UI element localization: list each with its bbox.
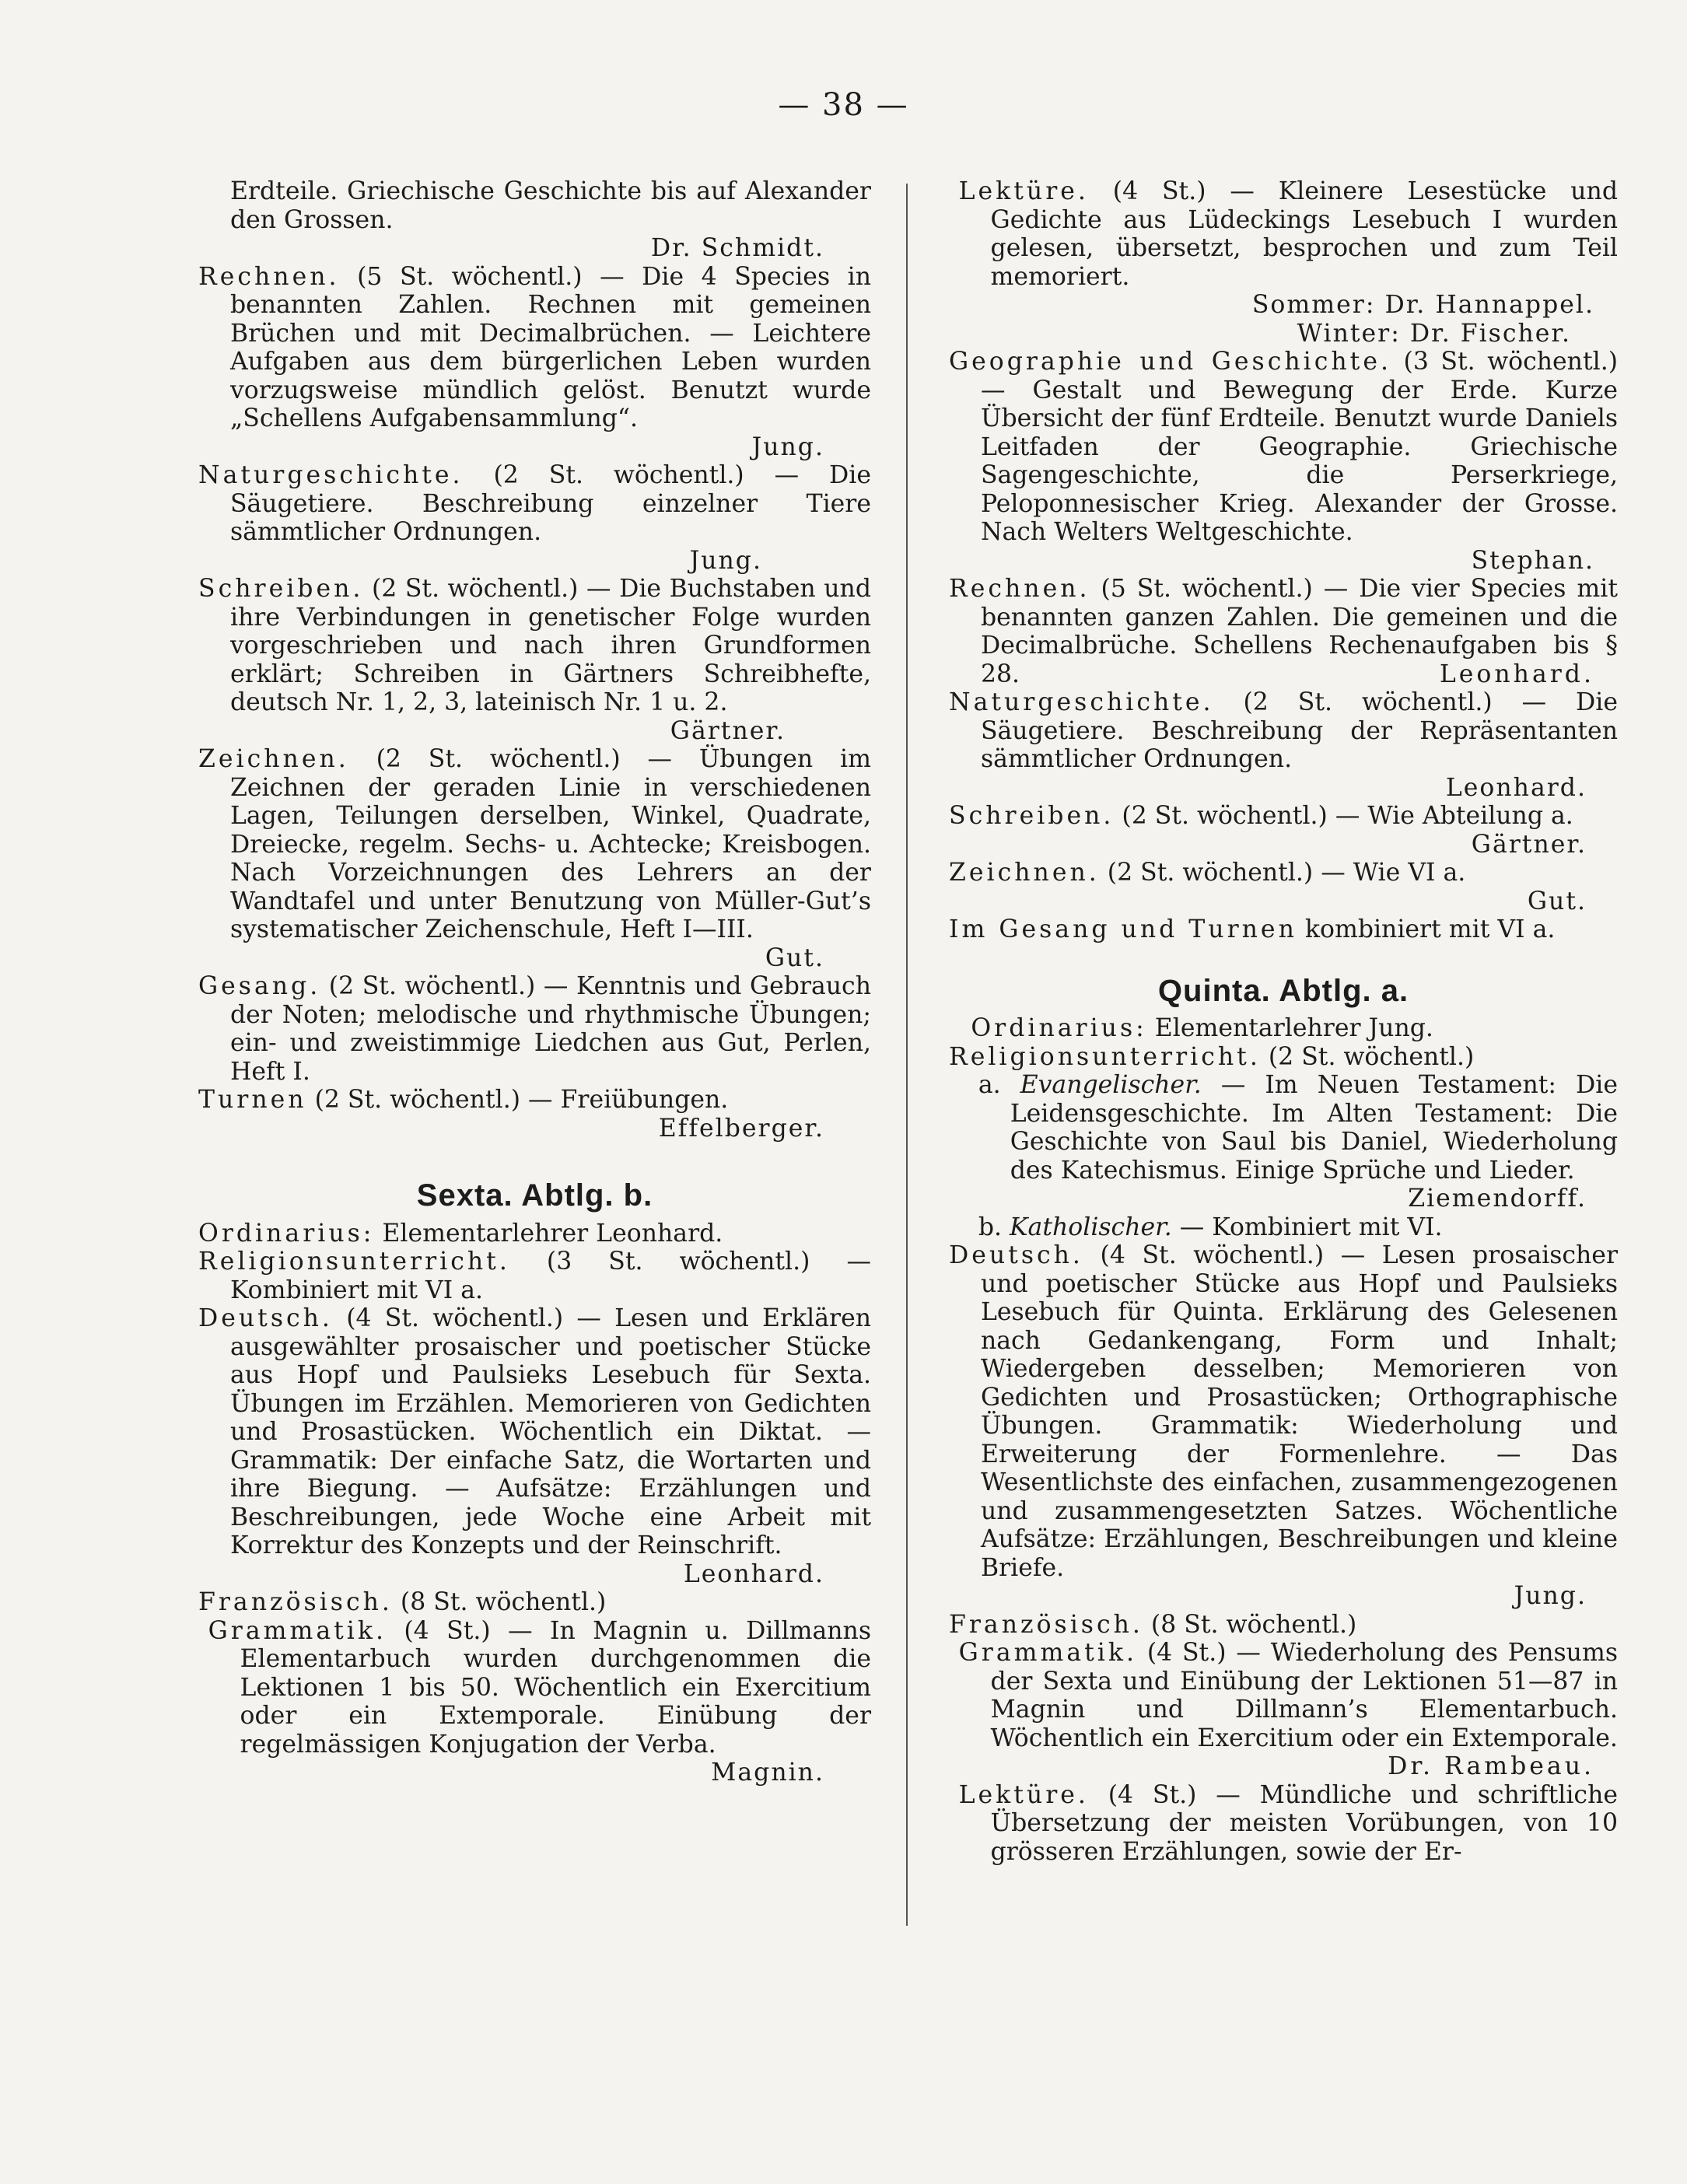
- subject-label: Grammatik.: [208, 1616, 387, 1645]
- paragraph-franzoesisch: [198, 1588, 871, 1617]
- paragraph-text: (2 St. wöchentl.) — Die Säugetiere. Beschreibung einzelner Tiere sämmtlicher Ordnungen.: [229, 461, 872, 546]
- paragraph-schreiben: [198, 575, 871, 717]
- subject-label: Deutsch.: [198, 1304, 333, 1332]
- subject-label: Deutsch.: [949, 1241, 1083, 1269]
- paragraph-text: (3 St. wöchentl.) — Kombiniert mit VI a.: [229, 1248, 871, 1304]
- signature: Sommer: Dr. Hannappel.: [1251, 291, 1594, 319]
- paragraph-franzoesisch: [949, 1611, 1618, 1640]
- paragraph-text: kombiniert mit VI a.: [1304, 915, 1556, 943]
- subject-label: Naturgeschichte.: [198, 461, 464, 489]
- paragraph-text: (2 St. wöchentl.) — Wie VI a.: [1107, 859, 1466, 887]
- page-number: — 38 —: [778, 87, 909, 123]
- subject-label: Naturgeschichte.: [949, 688, 1214, 716]
- signature: Jung.: [689, 546, 762, 575]
- paragraph-gesang-turnen: [949, 915, 1618, 944]
- paragraph-grammatik: [198, 1617, 871, 1759]
- paragraph-geographie: [949, 348, 1618, 547]
- paragraph-text: (2 St. wöchentl.) — Übungen im Zeichnen der geraden Linie in verschiedenen Lagen, Teilungen derselben, Winkel, Quadrate, Dreiecke, regelm. Sechs- u. Achtecke; Kreisbogen. Nach Vorzeichnungen des Lehrers an der Wandtafel und unter Benutzung von Müller-Gut’s systematischer Zeichenschule, Heft I—III.: [229, 745, 872, 943]
- paragraph-naturgeschichte: [198, 461, 871, 547]
- signature: Leonhard.: [683, 1559, 824, 1588]
- subject-label: Zeichnen.: [949, 859, 1100, 887]
- paragraph-text: (5 St. wöchentl.) — Die vier Species mit benannten ganzen Zahlen. Die gemeinen und die Decimalbrüche. Schellens Rechenaufgaben bis § 28.: [980, 575, 1619, 688]
- signature: Leonhard.: [1439, 660, 1594, 688]
- paragraph-ordinarius: [198, 1220, 871, 1248]
- paragraph-religion: [949, 1043, 1618, 1072]
- paragraph-text: (4 St. wöchentl.) — Lesen prosaischer und poetischer Stücke aus Hopf und Paulsieks Lesebuch für Quinta. Erklärung des Gelesenen nach Gedankengang, Form und Inhalt; Wiedergeben desselben; Memorieren von Gedichten und Prosastücken; Orthographische Übungen. Grammatik: Wiederholung und Erweiterung der Formenlehre. — Das Wesentlichste des einfachen, zusammengezogenen und zusammengesetzten Satzes. Wöchentliche Aufsätze: Erzählungen, Beschreibungen und kleine Briefe.: [980, 1241, 1619, 1582]
- signature: Effelberger.: [658, 1114, 824, 1143]
- paragraph-deutsch: [198, 1304, 871, 1560]
- signature: Dr. Rambeau.: [1388, 1752, 1594, 1780]
- paragraph-text: (4 St. wöchentl.) — Lesen und Erklären ausgewählter prosaischer und poetischer Stücke aus Hopf und Paulsieks Lesebuch für Sexta. Übungen im Erzählen. Memorieren von Gedichten und Prosastücken. Wöchentlich ein Diktat. — Grammatik: Der einfache Satz, die Wortarten und ihre Biegung. — Aufsätze: Erzählungen und Beschreibungen, jede Woche eine Arbeit mit Korrektur des Konzepts und der Reinschrift.: [229, 1304, 872, 1559]
- signature: Gärtner.: [1471, 830, 1587, 859]
- paragraph-text: (8 St. wöchentl.): [1150, 1610, 1357, 1639]
- paragraph-text: (2 St. wöchentl.) — Die Buchstaben und ihre Verbindungen in genetischer Folge wurden vorgeschrieben und nach ihren Grundformen erklärt; Schreiben in Gärtners Schreibhefte, deutsch Nr. 1, 2, 3, lateinisch Nr. 1 u. 2.: [229, 575, 871, 716]
- subject-label: Rechnen.: [198, 262, 340, 291]
- signature: Magnin.: [711, 1759, 824, 1787]
- paragraph-text: (4 St.) — Kleinere Lesestücke und Gedichte aus Lüdeckings Lesebuch I wurden gelesen, übersetzt, besprochen und zum Teil memoriert.: [990, 177, 1618, 291]
- paragraph-naturgeschichte: [949, 688, 1618, 774]
- subject-label: Französisch.: [949, 1610, 1143, 1639]
- paragraph-text: Elementarlehrer Leonhard.: [382, 1219, 723, 1248]
- subject-label: Zeichnen.: [198, 745, 349, 773]
- paragraph-text: (2 St. wöchentl.) — Freiübungen.: [314, 1086, 729, 1114]
- subject-label: Lektüre.: [958, 1780, 1089, 1809]
- subject-label: Französisch.: [198, 1588, 393, 1616]
- paragraph-text: (8 St. wöchentl.): [400, 1588, 607, 1616]
- paragraph-text: (4 St.) — In Magnin u. Dillmanns Elementarbuch wurden durchgenommen die Lektionen 1 bis 50. Wöchentlich ein Exercitium oder ein Extemporale. Einübung der regelmässigen Konjugation der Verba.: [240, 1616, 871, 1759]
- subject-label: Ordinarius:: [971, 1014, 1147, 1042]
- subject-label: Geographie und Geschichte.: [949, 348, 1391, 376]
- signature: Gut.: [765, 943, 824, 972]
- subject-label: Turnen: [198, 1086, 307, 1114]
- item-label: a.: [978, 1071, 1001, 1099]
- paragraph-lektuere-2: [949, 1781, 1618, 1867]
- paragraph-text: — Kombiniert mit VI.: [1179, 1213, 1443, 1241]
- left-column: [198, 177, 871, 1787]
- signature: Gärtner.: [670, 716, 786, 745]
- paragraph-rechnen: [949, 575, 1618, 688]
- signature: Gut.: [1527, 887, 1587, 915]
- paragraph-rechnen: [198, 263, 871, 433]
- subject-label: Ordinarius:: [198, 1219, 375, 1248]
- paragraph-text: (2 St. wöchentl.) — Die Säugetiere. Beschreibung der Repräsentanten sämmtlicher Ordnungen.: [980, 688, 1619, 773]
- subject-label: Grammatik.: [958, 1639, 1137, 1667]
- paragraph-turnen: [198, 1086, 871, 1115]
- signature: Jung.: [751, 432, 824, 461]
- paragraph-zeichnen: [949, 859, 1618, 887]
- paragraph-grammatik: [949, 1639, 1618, 1780]
- signature: Leonhard.: [1445, 773, 1587, 802]
- paragraph-ordinarius: [949, 1014, 1618, 1043]
- subject-label: Schreiben.: [198, 575, 364, 603]
- subject-label: Rechnen.: [949, 575, 1090, 603]
- paragraph-lektuere: [949, 177, 1618, 291]
- paragraph-katholisch: [949, 1213, 1618, 1242]
- paragraph-text: (4 St.) — Wiederholung des Pensums der Sexta und Einübung der Lektionen 51—87 in Magnin und Dillmann’s Elementarbuch. Wöchentlich ein Exercitium oder ein Extemporale.: [990, 1639, 1618, 1752]
- subject-label: Gesang.: [198, 972, 321, 1000]
- signature: Winter: Dr. Fischer.: [1297, 319, 1571, 348]
- item-title: Evangelischer.: [1020, 1071, 1202, 1099]
- paragraph-schreiben: [949, 802, 1618, 831]
- paragraph-text: (2 St. wöchentl.): [1268, 1042, 1475, 1071]
- paragraph-evangelisch: [949, 1071, 1618, 1185]
- item-label: b.: [978, 1213, 1002, 1241]
- right-column: [949, 177, 1618, 1866]
- paragraph-text: Elementarlehrer Jung.: [1154, 1014, 1433, 1042]
- paragraph-religion: [198, 1248, 871, 1304]
- item-title: Katholischer.: [1010, 1213, 1172, 1241]
- paragraph-gesang: [198, 972, 871, 1086]
- paragraph-text: (2 St. wöchentl.) — Wie Abteilung a.: [1122, 802, 1573, 830]
- paragraph-text: (3 St. wöchentl.) — Gestalt und Bewegung der Erde. Kurze Übersicht der fünf Erdteile. Benutzt wurde Daniels Leitfaden der Geographie. Griechische Sagengeschichte, die Perserkriege, Peloponnesischer Krieg. Alexander der Grosse. Nach Welters Weltgeschichte.: [980, 348, 1619, 546]
- signature: Jung.: [1514, 1582, 1587, 1610]
- subject-label: Religionsunterricht.: [198, 1248, 510, 1276]
- subject-label: Lektüre.: [958, 177, 1089, 205]
- signature: Dr. Schmidt.: [650, 234, 824, 262]
- paragraph-text: (2 St. wöchentl.) — Kenntnis und Gebrauch der Noten; melodische und rhythmische Übungen; ein- und zweistimmige Liedchen aus Gut, Perlen, Heft I.: [229, 972, 871, 1086]
- paragraph-text: (5 St. wöchentl.) — Die 4 Species in benannten Zahlen. Rechnen mit gemeinen Brüchen und mit Decimalbrüchen. — Leichtere Aufgaben aus dem bürgerlichen Leben wurden vorzugsweise mündlich gelöst. Benutzt wurde „Schellens Aufgabensammlung“.: [229, 262, 872, 432]
- signature: Stephan.: [1471, 546, 1594, 575]
- section-heading-quinta: Quinta. Abtlg. a.: [1157, 973, 1409, 1008]
- paragraph-text: — Im Neuen Testament: Die Leidensgeschichte. Im Alten Testament: Die Geschichte von Saul bis Daniel, Wiederholung des Katechismus. Einige Sprüche und Lieder.: [1010, 1071, 1619, 1185]
- paragraph-zeichnen: [198, 745, 871, 944]
- paragraph-text: (4 St.) — Mündliche und schriftliche Übersetzung der meisten Vorübungen, von 10 grösseren Erzählungen, sowie der Er-: [990, 1780, 1619, 1866]
- paragraph-erdteile: Erdteile. Griechische Geschichte bis auf Alexander den Grossen.: [229, 177, 871, 234]
- signature: Ziemendorff.: [1408, 1185, 1587, 1213]
- column-divider: [906, 184, 908, 1926]
- subject-label: Im Gesang und Turnen: [949, 915, 1297, 943]
- section-heading-sexta: Sexta. Abtlg. b.: [416, 1178, 653, 1213]
- subject-label: Religionsunterricht.: [949, 1042, 1261, 1071]
- paragraph-deutsch: [949, 1241, 1618, 1582]
- subject-label: Schreiben.: [949, 802, 1115, 830]
